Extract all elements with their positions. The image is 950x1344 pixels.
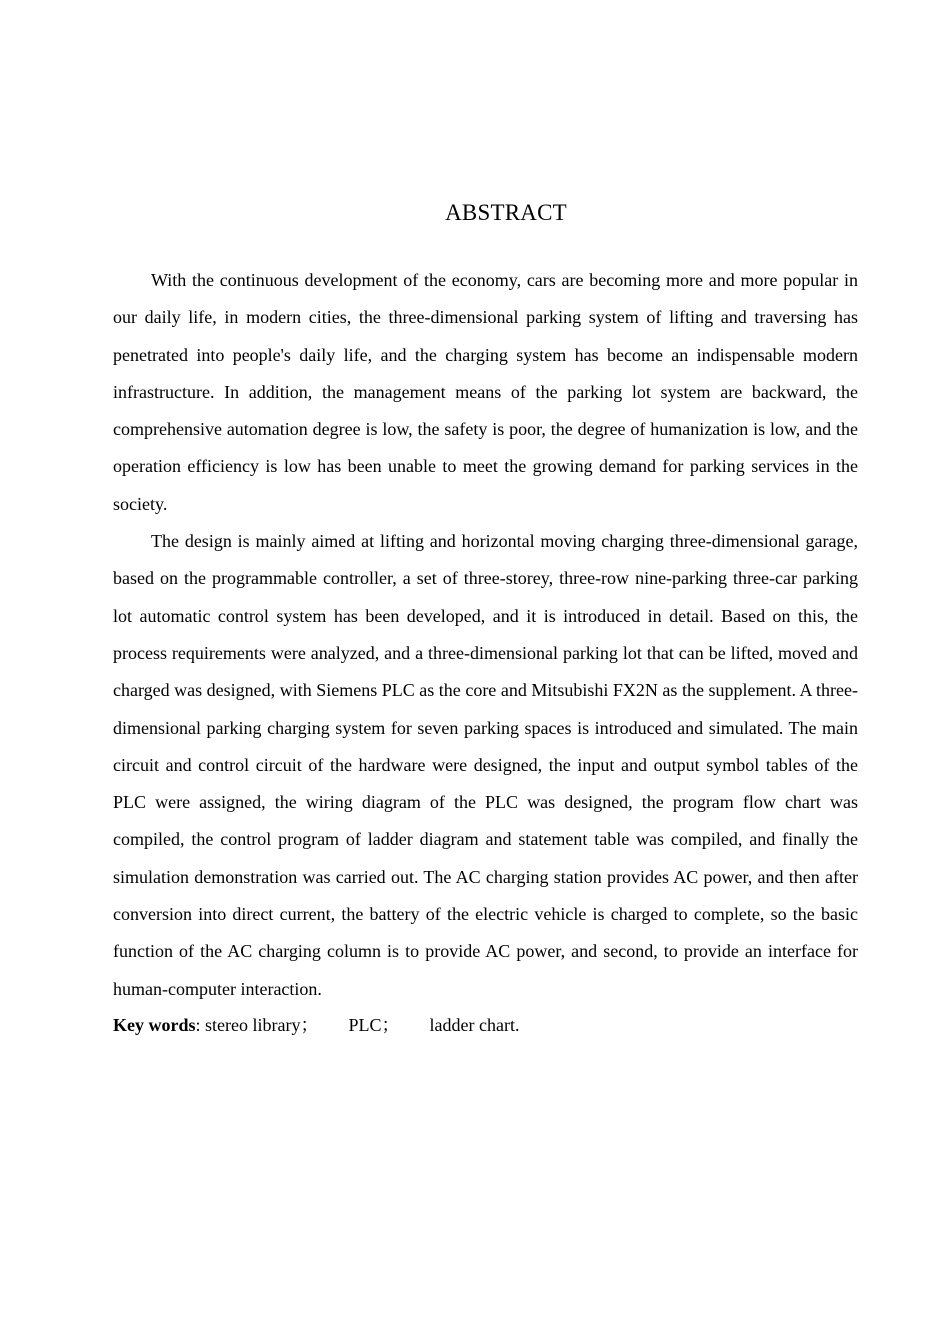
abstract-title: ABSTRACT [445, 200, 567, 225]
keyword-item-1: stereo library； [205, 1014, 319, 1035]
keywords-line [113, 1007, 858, 1044]
keyword-item-3: ladder chart. [429, 1014, 520, 1035]
abstract-paragraph-2: The design is mainly aimed at lifting and horizontal moving charging three-dimensional garage, based on the programmable controller, a set of three-storey, three-row nine-parking three-car parking lot automatic control system has been developed, and it is introduced in detail. Based on this, the process requirements were analyzed, and a three-dimensional parking lot that can be lifted, moved and charged was designed, with Siemens PLC as the core and Mitsubishi FX2N as the supplement. A three-dimensional parking charging system for seven parking spaces is introduced and simulated. The main circuit and control circuit of the hardware were designed, the input and output symbol tables of the PLC were assigned, the wiring diagram of the PLC was designed, the program flow chart was compiled, the control program of ladder diagram and statement table was compiled, and finally the simulation demonstration was carried out. The AC charging station provides AC power, and then after conversion into direct current, the battery of the electric vehicle is charged to complete, so the basic function of the AC charging column is to provide AC power, and second, to provide an interface for human-computer interaction. [113, 531, 858, 999]
keywords-colon: : [195, 1014, 206, 1035]
abstract-paragraph-1: With the continuous development of the economy, cars are becoming more and more popular in our daily life, in modern cities, the three-dimensional parking system of lifting and traversing has penetrated into people's daily life, and the charging system has become an indispensable modern infrastructure. In addition, the management means of the parking lot system are backward, the comprehensive automation degree is low, the safety is poor, the degree of humanization is low, and the operation efficiency is low has been unable to meet the growing demand for parking services in the society. [113, 270, 858, 514]
abstract-body [113, 262, 858, 1044]
keywords-label: Key words [113, 1014, 196, 1035]
keyword-item-2: PLC； [348, 1014, 400, 1035]
